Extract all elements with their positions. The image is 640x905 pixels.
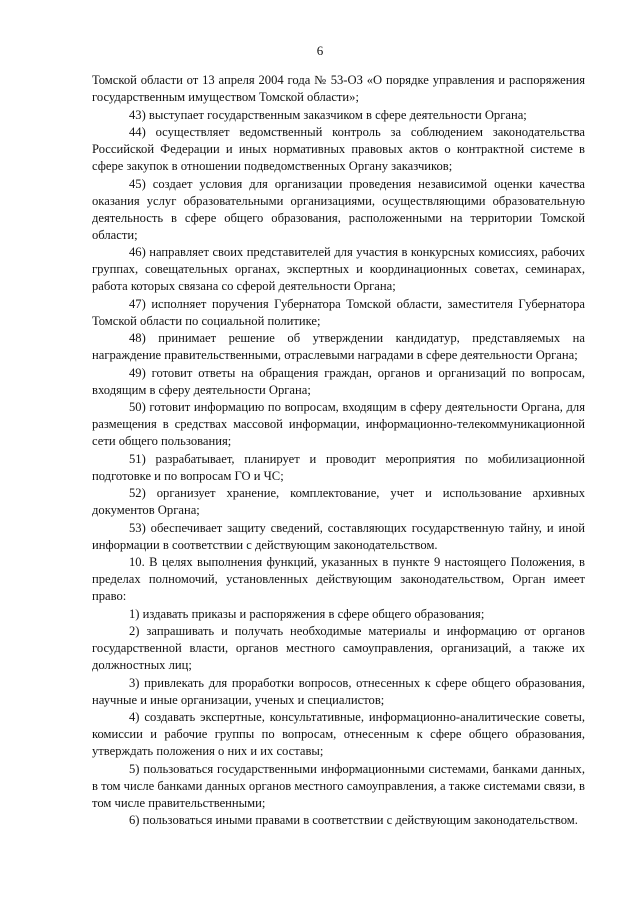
paragraph: 44) осуществляет ведомственный контроль за соблюдением законодательства Российской Федерации и иных нормативных правовых актов о контрактной системе в сфере закупок в отношении подведомственных Органу заказчиков; (92, 125, 585, 173)
paragraph: 50) готовит информацию по вопросам, входящим в сферу деятельности Органа, для размещения в средствах массовой информации, информационно-телекоммуникационной сети общего пользования; (92, 400, 585, 448)
page-number: 6 (316, 43, 324, 58)
paragraph: 43) выступает государственным заказчиком в сфере деятельности Органа; (129, 107, 527, 122)
paragraph: 51) разрабатывает, планирует и проводит мероприятия по мобилизационной подготовке и по вопросам ГО и ЧС; (92, 451, 585, 483)
paragraph: 6) пользоваться иными правами в соответствии с действующим законодательством. (129, 813, 578, 827)
paragraph: 10. В целях выполнения функций, указанных в пункте 9 настоящего Положения, в пределах полномочий, установленных действующим законодательством, Орган имеет право: (92, 555, 585, 603)
paragraph: 48) принимает решение об утверждении кандидатур, представляемых на награждение правительственными, отраслевыми наградами в сфере деятельности Органа; (92, 331, 585, 362)
paragraph: 3) привлекать для проработки вопросов, отнесенных к сфере общего образования, научные и иные организации, ученых и специалистов; (92, 675, 585, 707)
paragraph: 52) организует хранение, комплектование, учет и использование архивных документов Органа; (92, 486, 585, 517)
paragraph: 46) направляет своих представителей для участия в конкурсных комиссиях, рабочих группах, совещательных органах, экспертных и координационных советах, семинарах, работа которых связана со сферой деятельности Органа; (92, 245, 585, 293)
document-body (92, 72, 585, 829)
paragraph: 53) обеспечивает защиту сведений, составляющих государственную тайну, и иной информации в соответствии с действующим законодательством. (92, 520, 585, 552)
paragraph: 5) пользоваться государственными информационными системами, банками данных, в том числе банками данных органов местного самоуправления, а также системами связи, в том числе правительственными; (92, 761, 585, 810)
paragraph: 47) исполняет поручения Губернатора Томской области, заместителя Губернатора Томской области по социальной политике; (92, 296, 585, 328)
paragraph: 1) издавать приказы и распоряжения в сфере общего образования; (129, 606, 485, 621)
paragraph: 45) создает условия для организации проведения независимой оценки качества оказания услуг образовательными организациями, осуществляющими образовательную деятельность в сфере общего образования, расположенными на территории Томской области; (92, 176, 585, 242)
paragraph: 49) готовит ответы на обращения граждан, органов и организаций по вопросам, входящим в сферу деятельности Органа; (92, 365, 585, 397)
paragraph: 4) создавать экспертные, консультативные, информационно-аналитические советы, комиссии и рабочие группы по вопросам, отнесенным к сфере общего образования, утверждать положения о них и их составы; (92, 710, 585, 758)
paragraph: Томской области от 13 апреля 2004 года № 53-ОЗ «О порядке управления и распоряжения государственным имуществом Томской области»; (92, 73, 585, 104)
paragraph: 2) запрашивать и получать необходимые материалы и информацию от органов государственной власти, органов местного самоуправления, организаций, а также их должностных лиц; (92, 624, 585, 672)
